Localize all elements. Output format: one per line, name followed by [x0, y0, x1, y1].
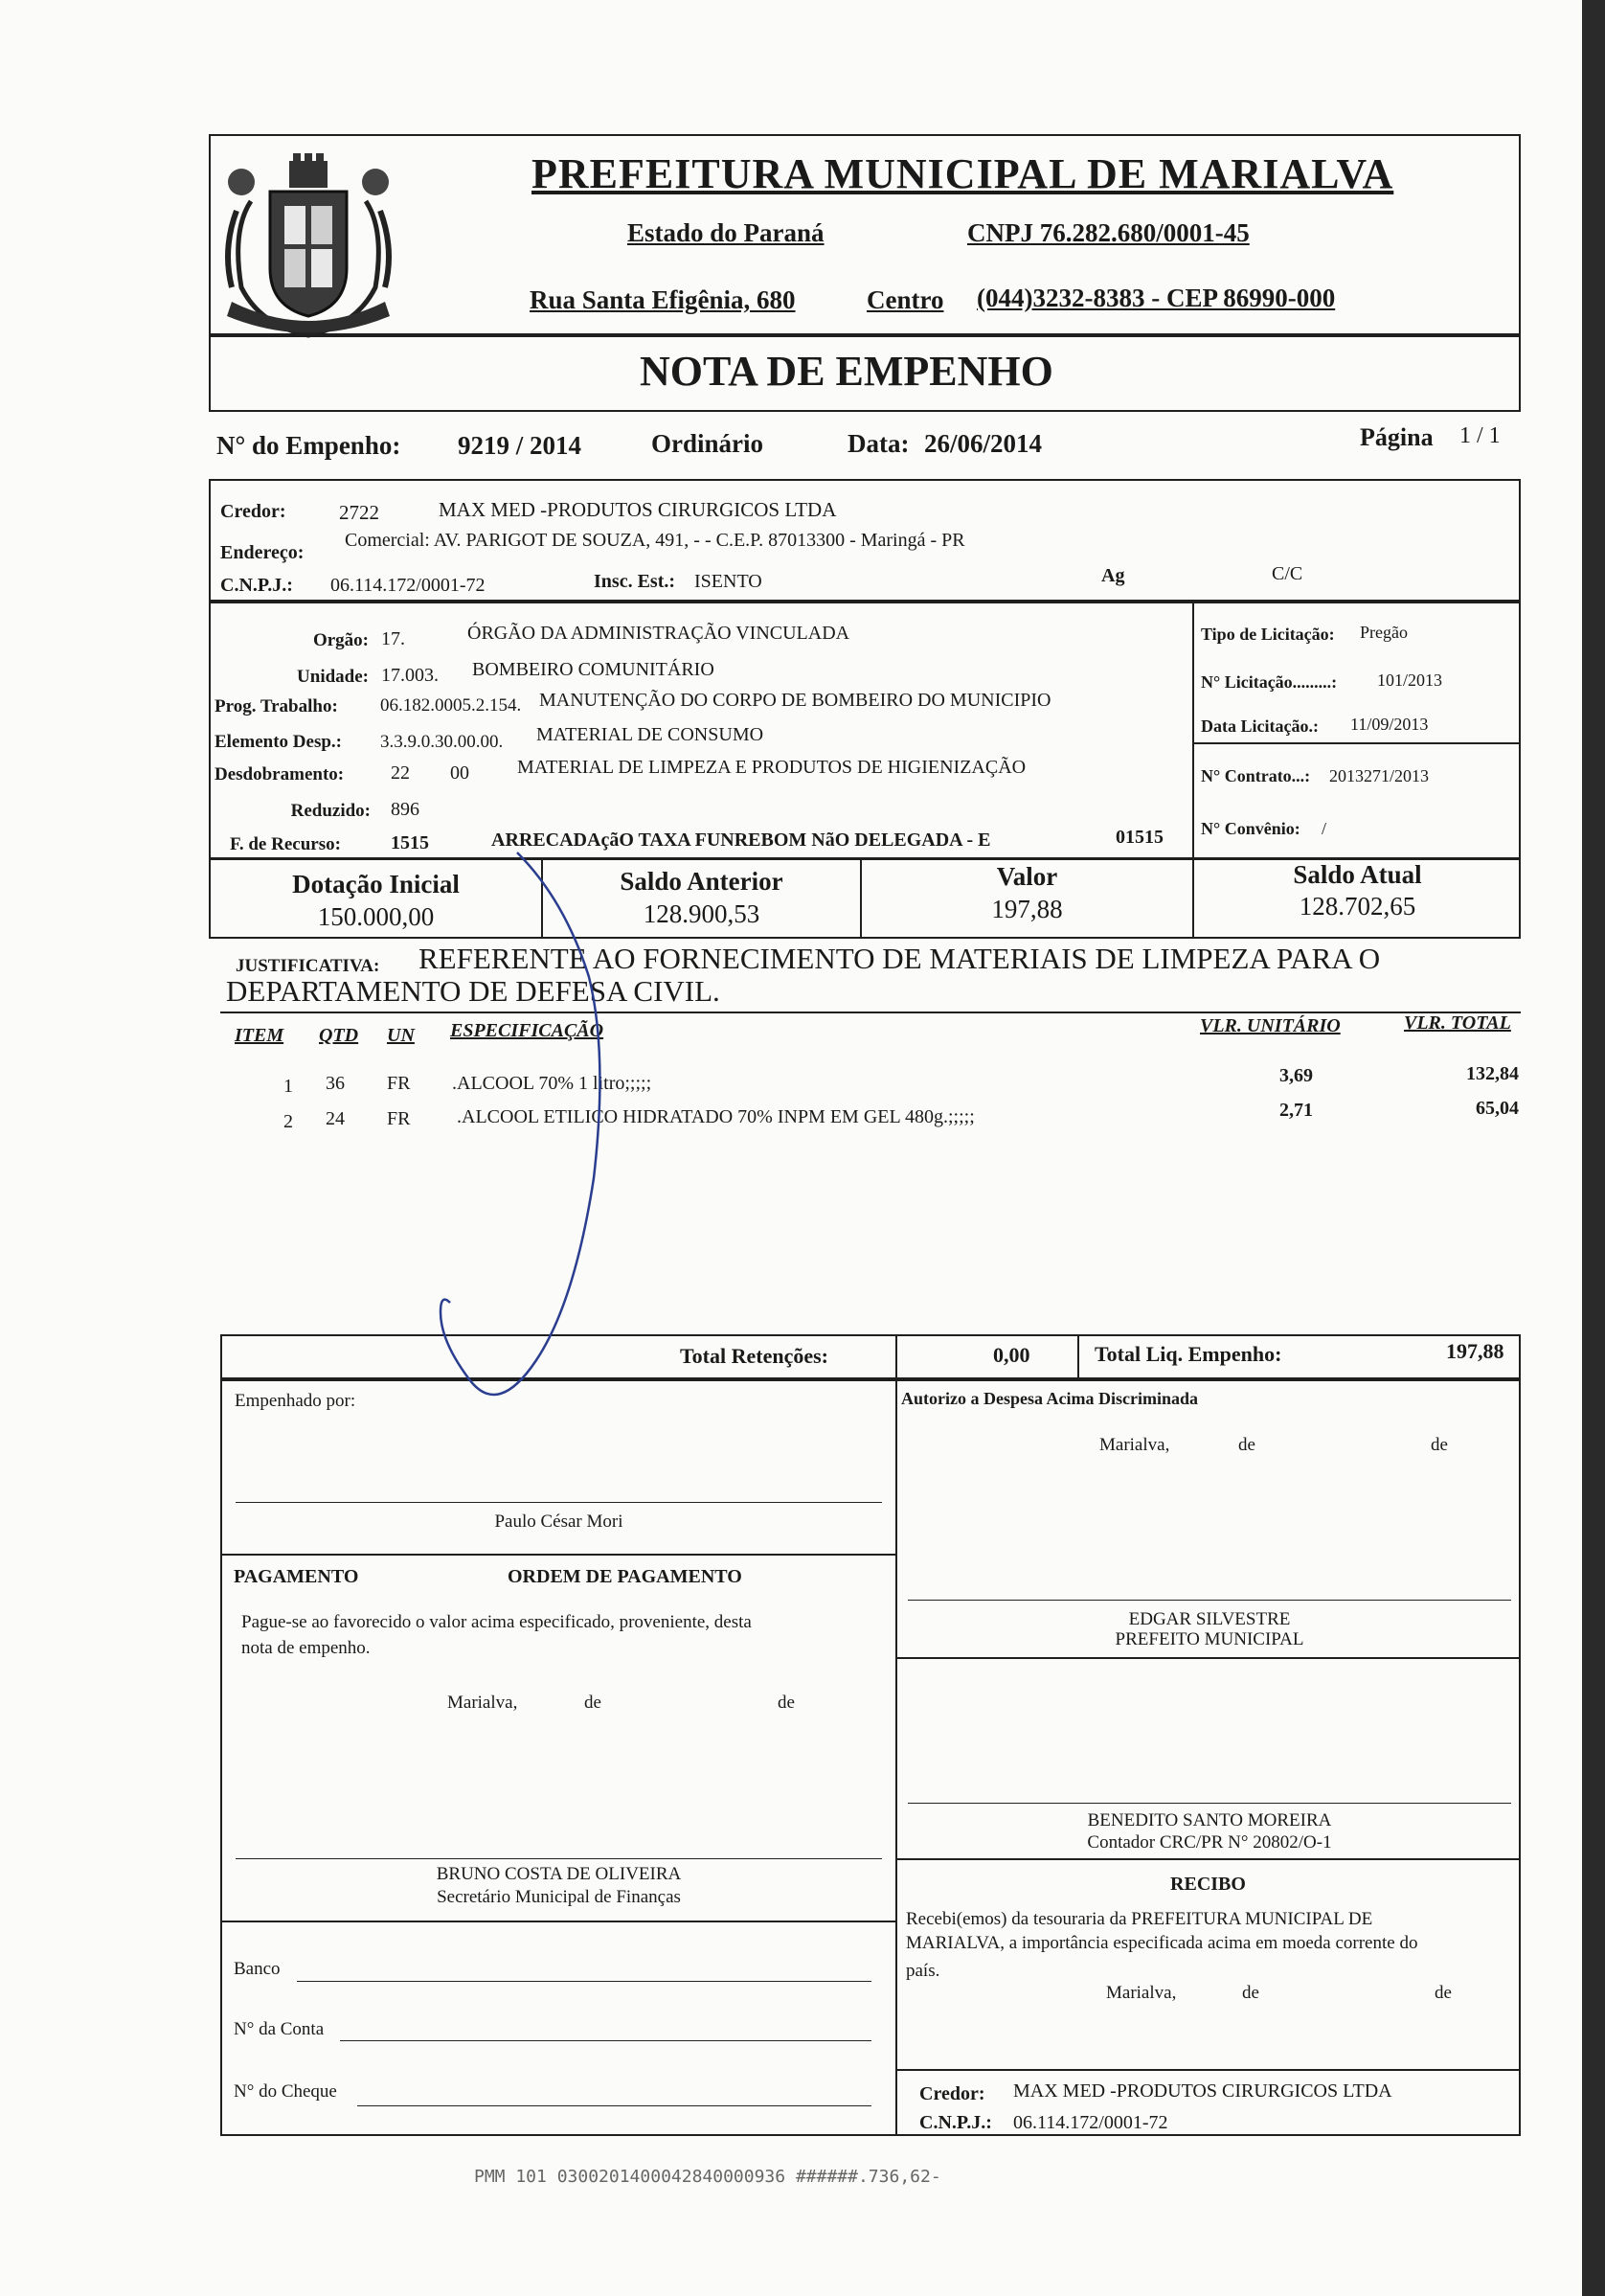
- prefeito-bottom-line: [895, 1657, 1521, 1659]
- empenhado-signature-line: [236, 1502, 882, 1503]
- row-2-spec: .ALCOOL ETILICO HIDRATADO 70% INPM EM GEL 480g.;;;;;: [457, 1106, 975, 1127]
- empenho-number-label: N° do Empenho:: [216, 431, 401, 460]
- prog-name: MANUTENÇÃO DO CORPO DE BOMBEIRO DO MUNICIPIO: [539, 690, 1051, 711]
- credor-insc: ISENTO: [694, 571, 762, 592]
- licitacao-numero: 101/2013: [1377, 671, 1443, 690]
- credor-address: Comercial: AV. PARIGOT DE SOUZA, 491, - - C.E.P. 87013300 - Maringá - PR: [345, 530, 965, 551]
- pagamento-top-line: [220, 1554, 895, 1556]
- row-1-un: FR: [387, 1073, 411, 1094]
- banco-label: Banco: [234, 1959, 281, 1979]
- desdobramento-label: Desdobramento:: [215, 764, 345, 784]
- contador-title: Contador CRC/PR N° 20802/O-1: [1087, 1832, 1332, 1853]
- cnpj-label: C.N.P.J.:: [220, 575, 293, 596]
- elemento-name: MATERIAL DE CONSUMO: [536, 724, 764, 745]
- credor-label: Credor:: [220, 501, 286, 522]
- valor-label: Valor: [996, 862, 1058, 891]
- barcode-text: PMM 101 0300201400042840000936 ######.736,62-: [474, 2167, 941, 2187]
- row-2-qtd: 24: [326, 1108, 345, 1129]
- signatures-center-divider: [895, 1379, 897, 2136]
- prefeito-title: PREFEITO MUNICIPAL: [1115, 1629, 1304, 1649]
- saldo-atual-label: Saldo Atual: [1293, 860, 1422, 889]
- liquido-label: Total Liq. Empenho:: [1095, 1342, 1282, 1366]
- recibo-cnpj: 06.114.172/0001-72: [1013, 2112, 1168, 2133]
- conta-label: N° da Conta: [234, 2019, 325, 2039]
- recurso-label: F. de Recurso:: [230, 834, 341, 854]
- col-unit-header: VLR. UNITÁRIO: [1200, 1015, 1341, 1036]
- row-1-unit: 3,69: [1279, 1065, 1313, 1086]
- retencoes-label: Total Retenções:: [680, 1344, 828, 1368]
- elemento-label: Elemento Desp.:: [215, 732, 342, 752]
- autorizo-place: Marialva,: [1099, 1435, 1170, 1455]
- row-1-item: 1: [283, 1076, 293, 1097]
- recibo-credor-name: MAX MED -PRODUTOS CIRURGICOS LTDA: [1013, 2080, 1392, 2102]
- totals-divider-1: [895, 1334, 897, 1379]
- row-2-total: 65,04: [1476, 1098, 1519, 1119]
- col-total-header: VLR. TOTAL: [1404, 1012, 1511, 1034]
- cc-label: C/C: [1272, 563, 1303, 584]
- recibo-de-2: de: [1435, 1983, 1452, 2003]
- licitacao-numero-label: N° Licitação.........:: [1201, 672, 1338, 692]
- classification-divider: [1192, 602, 1194, 860]
- header-district: Centro: [867, 285, 944, 314]
- page-label: Página: [1360, 423, 1434, 451]
- saldo-anterior-label: Saldo Anterior: [620, 867, 783, 896]
- autorizo-de-2: de: [1431, 1435, 1448, 1455]
- convenio-label: N° Convênio:: [1201, 819, 1300, 838]
- recurso-name: ARRECADAçãO TAXA FUNREBOM NãO DELEGADA - E: [491, 830, 991, 851]
- signatures-box: [220, 1379, 1521, 2136]
- secretario-signature-line: [236, 1858, 882, 1859]
- reduzido-label: Reduzido:: [290, 801, 371, 821]
- empenho-type: Ordinário: [651, 429, 764, 458]
- licitacao-tipo-label: Tipo de Licitação:: [1201, 625, 1335, 644]
- header-title: PREFEITURA MUNICIPAL DE MARIALVA: [531, 150, 1394, 197]
- row-1-total: 132,84: [1466, 1063, 1519, 1084]
- licitacao-tipo: Pregão: [1360, 623, 1408, 642]
- empenhado-label: Empenhado por:: [235, 1391, 356, 1411]
- header-street: Rua Santa Efigênia, 680: [530, 285, 796, 314]
- empenho-number: 9219 / 2014: [458, 431, 582, 460]
- justificativa-line-1: REFERENTE AO FORNECIMENTO DE MATERIAIS DE LIMPEZA PARA O: [418, 942, 1381, 975]
- licitacao-data: 11/09/2013: [1350, 715, 1429, 734]
- licitacao-divider: [1192, 742, 1521, 744]
- row-1-qtd: 36: [326, 1073, 345, 1094]
- col-qtd-header: QTD: [319, 1025, 359, 1046]
- empenhado-name: Paulo César Mori: [494, 1512, 623, 1532]
- row-2-un: FR: [387, 1108, 411, 1129]
- orgao-name: ÓRGÃO DA ADMINISTRAÇÃO VINCULADA: [467, 623, 850, 644]
- col-un-header: UN: [387, 1025, 415, 1046]
- elemento-code: 3.3.9.0.30.00.00.: [380, 732, 504, 752]
- saldo-atual-value: 128.702,65: [1299, 892, 1416, 921]
- unidade-code: 17.003.: [381, 665, 439, 686]
- ag-label: Ag: [1101, 565, 1125, 586]
- desdobramento-code: 22: [391, 762, 410, 784]
- cheque-input-line[interactable]: [357, 2105, 871, 2106]
- row-1-spec: .ALCOOL 70% 1 litro;;;;;: [452, 1073, 652, 1094]
- document-type-title: NOTA DE EMPENHO: [640, 348, 1053, 395]
- recibo-credor-line: [895, 2069, 1521, 2071]
- recibo-credor-label: Credor:: [919, 2083, 985, 2104]
- recibo-line-1: Recebi(emos) da tesouraria da PREFEITURA MUNICIPAL DE: [906, 1909, 1373, 1929]
- saldo-anterior-value: 128.900,53: [643, 899, 760, 928]
- recibo-label: RECIBO: [1170, 1874, 1246, 1895]
- justificativa-bottom-line: [220, 1012, 1521, 1013]
- prog-code: 06.182.0005.2.154.: [380, 695, 522, 716]
- recurso-code-2: 01515: [1116, 827, 1164, 848]
- desdobramento-name: MATERIAL DE LIMPEZA E PRODUTOS DE HIGIENIZAÇÃO: [517, 757, 1027, 778]
- header-phone-cep: (044)3232-8383 - CEP 86990-000: [977, 284, 1336, 312]
- secretario-name: BRUNO COSTA DE OLIVEIRA: [436, 1864, 682, 1884]
- credor-cnpj: 06.114.172/0001-72: [330, 575, 486, 596]
- retencoes-value: 0,00: [993, 1343, 1030, 1367]
- header-state: Estado do Paraná: [627, 218, 825, 247]
- pagamento-label: PAGAMENTO: [234, 1566, 359, 1587]
- recibo-top-line: [895, 1858, 1521, 1860]
- empenho-date: 26/06/2014: [924, 429, 1043, 458]
- unidade-name: BOMBEIRO COMUNITÁRIO: [472, 659, 714, 680]
- credor-name: MAX MED -PRODUTOS CIRURGICOS LTDA: [439, 498, 837, 521]
- totals-box: [220, 1334, 1521, 1379]
- coat-of-arms-logo: [213, 144, 404, 350]
- pagamento-text-1: Pague-se ao favorecido o valor acima especificado, proveniente, desta: [241, 1612, 752, 1632]
- empenho-date-label: Data:: [848, 429, 910, 458]
- recibo-de-1: de: [1242, 1983, 1259, 2003]
- dotacao-label: Dotação Inicial: [292, 870, 460, 898]
- scan-edge: [1582, 0, 1605, 2296]
- justificativa-line-2: DEPARTAMENTO DE DEFESA CIVIL.: [226, 974, 720, 1008]
- prog-label: Prog. Trabalho:: [215, 696, 338, 716]
- dotacao-value: 150.000,00: [317, 902, 435, 931]
- contrato-label: N° Contrato...:: [1201, 766, 1311, 785]
- convenio-value: /: [1322, 819, 1327, 838]
- autorizo-label: Autorizo a Despesa Acima Discriminada: [901, 1389, 1198, 1408]
- banco-input-line[interactable]: [297, 1981, 871, 1982]
- valor-value: 197,88: [991, 895, 1063, 923]
- recibo-line-2: MARIALVA, a importância especificada acima em moeda corrente do: [906, 1933, 1418, 1953]
- orgao-label: Orgão:: [312, 630, 369, 650]
- bank-section-line: [220, 1921, 895, 1922]
- pagamento-de-2: de: [778, 1693, 795, 1713]
- autorizo-de-1: de: [1238, 1435, 1255, 1455]
- address-label: Endereço:: [220, 542, 305, 563]
- orgao-code: 17.: [381, 628, 405, 649]
- recibo-line-3: país.: [906, 1961, 940, 1981]
- pagamento-text-2: nota de empenho.: [241, 1638, 371, 1658]
- licitacao-data-label: Data Licitação.:: [1201, 716, 1319, 736]
- prefeito-name: EDGAR SILVESTRE: [1128, 1609, 1291, 1629]
- row-2-unit: 2,71: [1279, 1100, 1313, 1121]
- unidade-label: Unidade:: [297, 667, 369, 687]
- pagamento-de-1: de: [584, 1693, 601, 1713]
- ordem-pagamento-label: ORDEM DE PAGAMENTO: [508, 1566, 742, 1587]
- header-cnpj: CNPJ 76.282.680/0001-45: [967, 218, 1250, 247]
- cheque-label: N° do Cheque: [234, 2081, 337, 2102]
- liquido-value: 197,88: [1446, 1339, 1504, 1363]
- pagamento-place: Marialva,: [447, 1693, 518, 1713]
- prefeito-signature-line: [908, 1600, 1511, 1601]
- insc-label: Insc. Est.:: [594, 571, 676, 592]
- secretario-title: Secretário Municipal de Finanças: [437, 1887, 681, 1907]
- page-number: 1 / 1: [1459, 423, 1501, 448]
- desdobramento-sub: 00: [450, 762, 469, 784]
- contrato-value: 2013271/2013: [1329, 766, 1430, 785]
- reduzido-value: 896: [391, 799, 419, 820]
- recibo-place: Marialva,: [1106, 1983, 1177, 2003]
- conta-input-line[interactable]: [340, 2040, 871, 2041]
- handwritten-signature-mark: [421, 843, 661, 1466]
- contador-name: BENEDITO SANTO MOREIRA: [1087, 1810, 1332, 1830]
- justificativa-label: JUSTIFICATIVA:: [236, 956, 380, 976]
- recibo-cnpj-label: C.N.P.J.:: [919, 2112, 992, 2133]
- recurso-code: 1515: [391, 832, 429, 853]
- credor-code: 2722: [339, 501, 379, 524]
- totals-divider-2: [1077, 1334, 1079, 1379]
- col-item-header: ITEM: [235, 1025, 284, 1046]
- row-2-item: 2: [283, 1111, 293, 1132]
- contador-signature-line: [908, 1803, 1511, 1804]
- col-spec-header: ESPECIFICAÇÃO: [450, 1020, 604, 1041]
